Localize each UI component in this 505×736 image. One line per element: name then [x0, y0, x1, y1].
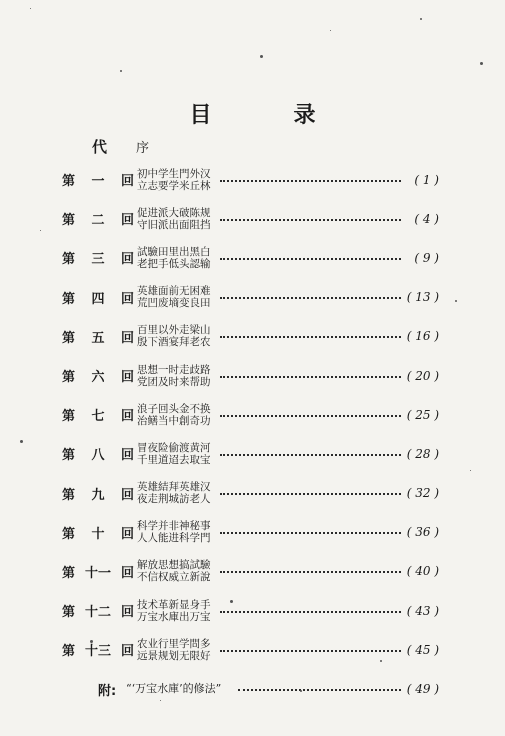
- toc-row: [0, 160, 505, 199]
- chapter-number-part: 第: [62, 448, 76, 464]
- toc-row: [0, 474, 505, 513]
- chapter-number: [62, 248, 134, 267]
- chapter-title-line: 荒凹废墒变良田: [137, 297, 211, 310]
- page-title: 目 录: [189, 103, 346, 128]
- chapter-number-part: 第: [62, 252, 76, 268]
- toc-row: [0, 591, 505, 630]
- chapter-number: [62, 601, 134, 620]
- scan-speck: [20, 440, 23, 443]
- scan-speck: [120, 70, 122, 72]
- chapter-number-part: 八: [91, 448, 105, 464]
- chapter-title-line: 初中学生門外汉: [137, 167, 211, 180]
- chapter-number-part: 十一: [84, 565, 111, 581]
- toc-row: [0, 278, 505, 317]
- toc-row: [0, 434, 505, 473]
- preface-text: 序: [136, 141, 150, 156]
- dot-leader: [220, 336, 401, 338]
- chapter-number-part: 九: [91, 487, 105, 503]
- dot-leader: [220, 219, 401, 221]
- page-number: ( 13 ): [406, 290, 439, 305]
- dot-leader: [220, 180, 401, 182]
- page-number: ( 4 ): [414, 211, 439, 226]
- chapter-number-part: 第: [62, 409, 76, 425]
- chapter-number-part: 二: [91, 213, 105, 229]
- page-number: ( 49 ): [406, 682, 439, 697]
- scan-speck: [330, 30, 331, 31]
- chapter-title-line: 远景规划无限好: [137, 649, 211, 662]
- chapter-number-part: 回: [120, 213, 134, 229]
- chapter-number-part: 三: [91, 252, 105, 268]
- chapter-number-part: 十三: [84, 644, 111, 660]
- chapter-number-part: 第: [62, 565, 76, 581]
- chapter-title-line: 浪子回头金不换: [137, 402, 211, 415]
- page-number: ( 28 ): [406, 446, 439, 461]
- chapter-number: [62, 484, 134, 503]
- chapter-number-part: 第: [62, 213, 76, 229]
- dot-leader: [220, 258, 401, 260]
- chapter-title-line: 百里以外走梁山: [137, 324, 211, 337]
- scan-speck: [30, 8, 31, 9]
- chapter-number-part: 回: [120, 291, 134, 307]
- scan-speck: [260, 55, 263, 58]
- toc-row: [0, 317, 505, 356]
- chapter-number: [62, 640, 134, 659]
- toc-row: [0, 238, 505, 277]
- chapter-number-part: 第: [62, 174, 76, 190]
- chapter-title-line: 不信权威立新說: [137, 571, 211, 584]
- dot-leader: [220, 297, 401, 299]
- chapter-number: [62, 562, 134, 581]
- appendix-label: 附:: [98, 683, 117, 699]
- dot-leader: [220, 415, 401, 417]
- chapter-number-part: 十二: [84, 605, 111, 621]
- chapter-title-line: 英雄結拜英雄汉: [137, 481, 211, 494]
- chapter-number-part: 六: [91, 370, 105, 386]
- chapter-number-part: 回: [120, 252, 134, 268]
- scan-speck: [40, 230, 41, 231]
- chapter-number-part: 第: [62, 330, 76, 346]
- scan-speck: [480, 62, 483, 65]
- toc-row: [0, 356, 505, 395]
- chapter-number: [62, 444, 134, 463]
- dot-leader: [220, 376, 401, 378]
- page-number: ( 9 ): [414, 250, 439, 265]
- toc-row-appendix: [0, 669, 505, 708]
- chapter-title-line: 农业行里学問多: [137, 637, 211, 650]
- chapter-title-line: 立志要学米丘林: [137, 179, 211, 192]
- chapter-number-part: 回: [120, 565, 134, 581]
- chapter-title-line: 人人能进科学門: [137, 532, 211, 545]
- toc-row: [0, 630, 505, 669]
- scan-speck: [420, 18, 422, 20]
- dot-leader: [220, 454, 401, 456]
- chapter-number-part: 十: [91, 526, 105, 542]
- page-number: ( 43 ): [406, 603, 439, 618]
- chapter-title-line: 技术革新显身手: [137, 598, 211, 611]
- page-number: ( 25 ): [406, 407, 439, 422]
- chapter-number-part: 一: [91, 174, 105, 190]
- chapter-title-line: 老把手低头認输: [137, 257, 211, 270]
- table-of-contents: [0, 160, 505, 709]
- scan-speck: [470, 470, 471, 471]
- scan-speck: [230, 600, 233, 603]
- dot-leader: [220, 650, 401, 652]
- chapter-number-part: 七: [91, 409, 105, 425]
- chapter-number-part: 第: [62, 526, 76, 542]
- preface-label: 代: [92, 138, 108, 156]
- chapter-title-line: 試驗田里出黑白: [137, 245, 211, 258]
- chapter-title-line: 万宝水庫出万宝: [137, 610, 211, 623]
- chapter-number-part: 第: [62, 370, 76, 386]
- chapter-number-part: 第: [62, 487, 76, 503]
- page-number: ( 36 ): [406, 525, 439, 540]
- page-number: ( 45 ): [406, 642, 439, 657]
- chapter-title-line: 科学并非神秘事: [137, 520, 211, 533]
- chapter-number: [62, 209, 134, 228]
- chapter-number-part: 回: [120, 605, 134, 621]
- scan-speck: [380, 660, 382, 662]
- page-number: ( 32 ): [406, 486, 439, 501]
- chapter-number: [62, 327, 134, 346]
- chapter-title-line: 思想一时走歧路: [137, 363, 211, 376]
- dot-leader: [220, 571, 401, 573]
- appendix-title: “‘万宝水庫’的修法”: [126, 682, 222, 696]
- dot-leader: [238, 689, 401, 691]
- toc-row: [0, 552, 505, 591]
- chapter-number: [62, 366, 134, 385]
- chapter-number: [62, 170, 134, 189]
- chapter-number-part: 第: [62, 644, 76, 660]
- chapter-number-part: 五: [91, 330, 105, 346]
- dot-leader: [220, 532, 401, 534]
- chapter-number: [62, 405, 134, 424]
- page-number: ( 1 ): [414, 172, 439, 187]
- chapter-number: [62, 523, 134, 542]
- page-number: ( 16 ): [406, 329, 439, 344]
- chapter-title-line: 促进派大破陈规: [137, 206, 211, 219]
- chapter-number-part: 四: [91, 291, 105, 307]
- chapter-number-part: 回: [120, 174, 134, 190]
- chapter-title-line: 治鳝当中創奇功: [137, 414, 211, 427]
- chapter-title-line: 英雄面前无困难: [137, 285, 211, 298]
- chapter-number-part: 回: [120, 409, 134, 425]
- chapter-title-line: 夜走荆城訪老人: [137, 493, 211, 506]
- chapter-title-line: 千里道迢去取宝: [137, 453, 211, 466]
- chapter-number-part: 回: [120, 526, 134, 542]
- scan-speck: [90, 640, 93, 643]
- chapter-number-part: 第: [62, 605, 76, 621]
- chapter-number-part: 回: [120, 487, 134, 503]
- dot-leader: [220, 611, 401, 613]
- chapter-number-part: 回: [120, 330, 134, 346]
- chapter-title-line: 殷下酒宴拜老农: [137, 336, 211, 349]
- dot-leader: [220, 493, 401, 495]
- toc-row: [0, 199, 505, 238]
- chapter-title-line: 党团及时来帮助: [137, 375, 211, 388]
- chapter-title-line: 守旧派出面阻挡: [137, 218, 211, 231]
- toc-row: [0, 395, 505, 434]
- chapter-number-part: 回: [120, 448, 134, 464]
- scan-speck: [300, 690, 302, 692]
- chapter-title-line: 解放思想搞試驗: [137, 559, 211, 572]
- scan-speck: [160, 700, 161, 701]
- toc-row: [0, 513, 505, 552]
- chapter-number: [62, 288, 134, 307]
- chapter-number-part: 回: [120, 644, 134, 660]
- chapter-number-part: 回: [120, 370, 134, 386]
- chapter-number-part: 第: [62, 291, 76, 307]
- scan-speck: [455, 300, 457, 302]
- page-number: ( 40 ): [406, 564, 439, 579]
- chapter-title-line: 冒夜险偷渡黄河: [137, 441, 211, 454]
- page-number: ( 20 ): [406, 368, 439, 383]
